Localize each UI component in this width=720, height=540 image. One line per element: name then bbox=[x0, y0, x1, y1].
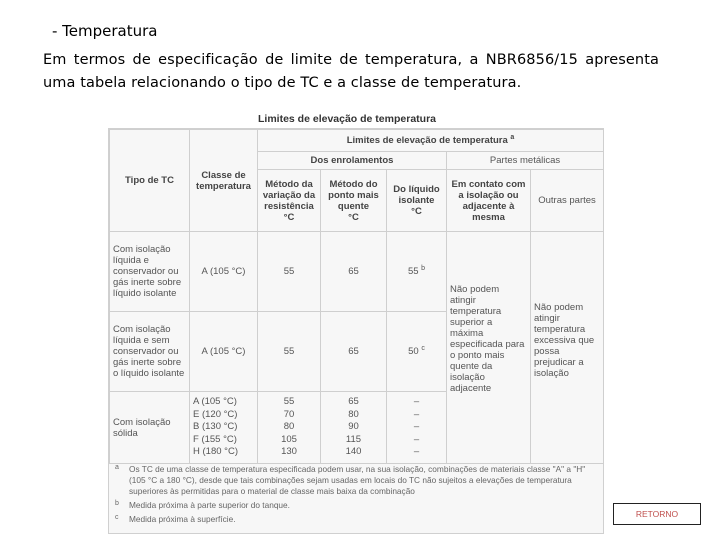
row1-classe: A (105 °C) bbox=[190, 232, 258, 312]
row2-variacao: 55 bbox=[258, 312, 321, 392]
row1-variacao: 55 bbox=[258, 232, 321, 312]
note-c bbox=[109, 514, 603, 525]
row2-liquido-value: 50 bbox=[408, 346, 419, 358]
header-limites bbox=[258, 130, 604, 152]
header-enrolamentos: Dos enrolamentos bbox=[258, 152, 447, 170]
row2-liquido-mark: c bbox=[421, 345, 425, 353]
header-liquido: Do líquido isolante °C bbox=[387, 170, 447, 232]
row3-liquido: – – – – – bbox=[387, 392, 447, 464]
header-tipo-tc: Tipo de TC bbox=[110, 130, 190, 232]
header-outras: Outras partes bbox=[531, 170, 604, 232]
note-a bbox=[109, 464, 603, 497]
row2-liquido bbox=[387, 312, 447, 392]
header-metodo-ponto: Método do ponto mais quente °C bbox=[321, 170, 387, 232]
row3-variacao: 55 70 80 105 130 bbox=[258, 392, 321, 464]
header-limites-mark: a bbox=[510, 134, 515, 142]
row1-ponto: 65 bbox=[321, 232, 387, 312]
note-b-text: Medida próxima à parte superior do tanque. bbox=[129, 500, 290, 510]
table-notes bbox=[109, 464, 603, 525]
row1-tipo: Com isolação líquida e conservador ou gás inerte sobre líquido isolante bbox=[110, 232, 190, 312]
outras-cell: Não podem atingir temperatura excessiva que possa prejudicar a isolação bbox=[531, 232, 604, 464]
header-classe: Classe de temperatura bbox=[190, 130, 258, 232]
row1-liquido-value: 55 bbox=[407, 266, 419, 278]
temperature-table-image bbox=[108, 128, 604, 534]
row1-liquido bbox=[387, 232, 447, 312]
note-a-mark: a bbox=[115, 464, 119, 471]
table-title: Limites de elevação de temperatura bbox=[258, 113, 436, 125]
note-c-mark: c bbox=[115, 514, 119, 521]
note-b-mark: b bbox=[115, 500, 119, 507]
row2-ponto: 65 bbox=[321, 312, 387, 392]
note-b bbox=[109, 500, 603, 511]
row2-tipo: Com isolação líquida e sem conservador ou gás inerte sobre o líquido isolante bbox=[110, 312, 190, 392]
contato-cell: Não podem atingir temperatura superior a máxima especificada para o ponto mais quente da isolação adjacente bbox=[447, 232, 531, 464]
note-c-text: Medida próxima à superfície. bbox=[129, 514, 236, 524]
row3-classe: A (105 °C) E (120 °C) B (130 °C) F (155 °C) H (180 °C) bbox=[190, 392, 258, 464]
temperature-limits-table bbox=[109, 129, 604, 464]
table-row bbox=[110, 232, 604, 312]
header-partes: Partes metálicas bbox=[447, 152, 604, 170]
note-a-text: Os TC de uma classe de temperatura especificada podem usar, na sua isolação, combinações de materiais classe "A" a "H" (105 °C a 180 °C), desde que tais combinações sejam usadas em locais do TC não sujeitos a elevações de temperatura superiores às permitidas para o material de classe mais baixa da combinação bbox=[129, 464, 586, 496]
intro-paragraph: Em termos de especificação de limite de temperatura, a NBR6856/15 apresenta uma tabela relacionando o tipo de TC e a classe de temperatura. bbox=[43, 52, 659, 91]
retorno-button[interactable]: RETORNO bbox=[613, 503, 701, 525]
header-metodo-variacao: Método da variação da resistência °C bbox=[258, 170, 321, 232]
row3-ponto: 65 80 90 115 140 bbox=[321, 392, 387, 464]
header-contato: Em contato com a isolação ou adjacente à mesma bbox=[447, 170, 531, 232]
row1-liquido-mark: b bbox=[421, 265, 426, 273]
row2-classe: A (105 °C) bbox=[190, 312, 258, 392]
header-limites-text: Limites de elevação de temperatura bbox=[346, 135, 508, 147]
row3-tipo: Com isolação sólida bbox=[110, 392, 190, 464]
section-heading: - Temperatura bbox=[52, 22, 158, 40]
